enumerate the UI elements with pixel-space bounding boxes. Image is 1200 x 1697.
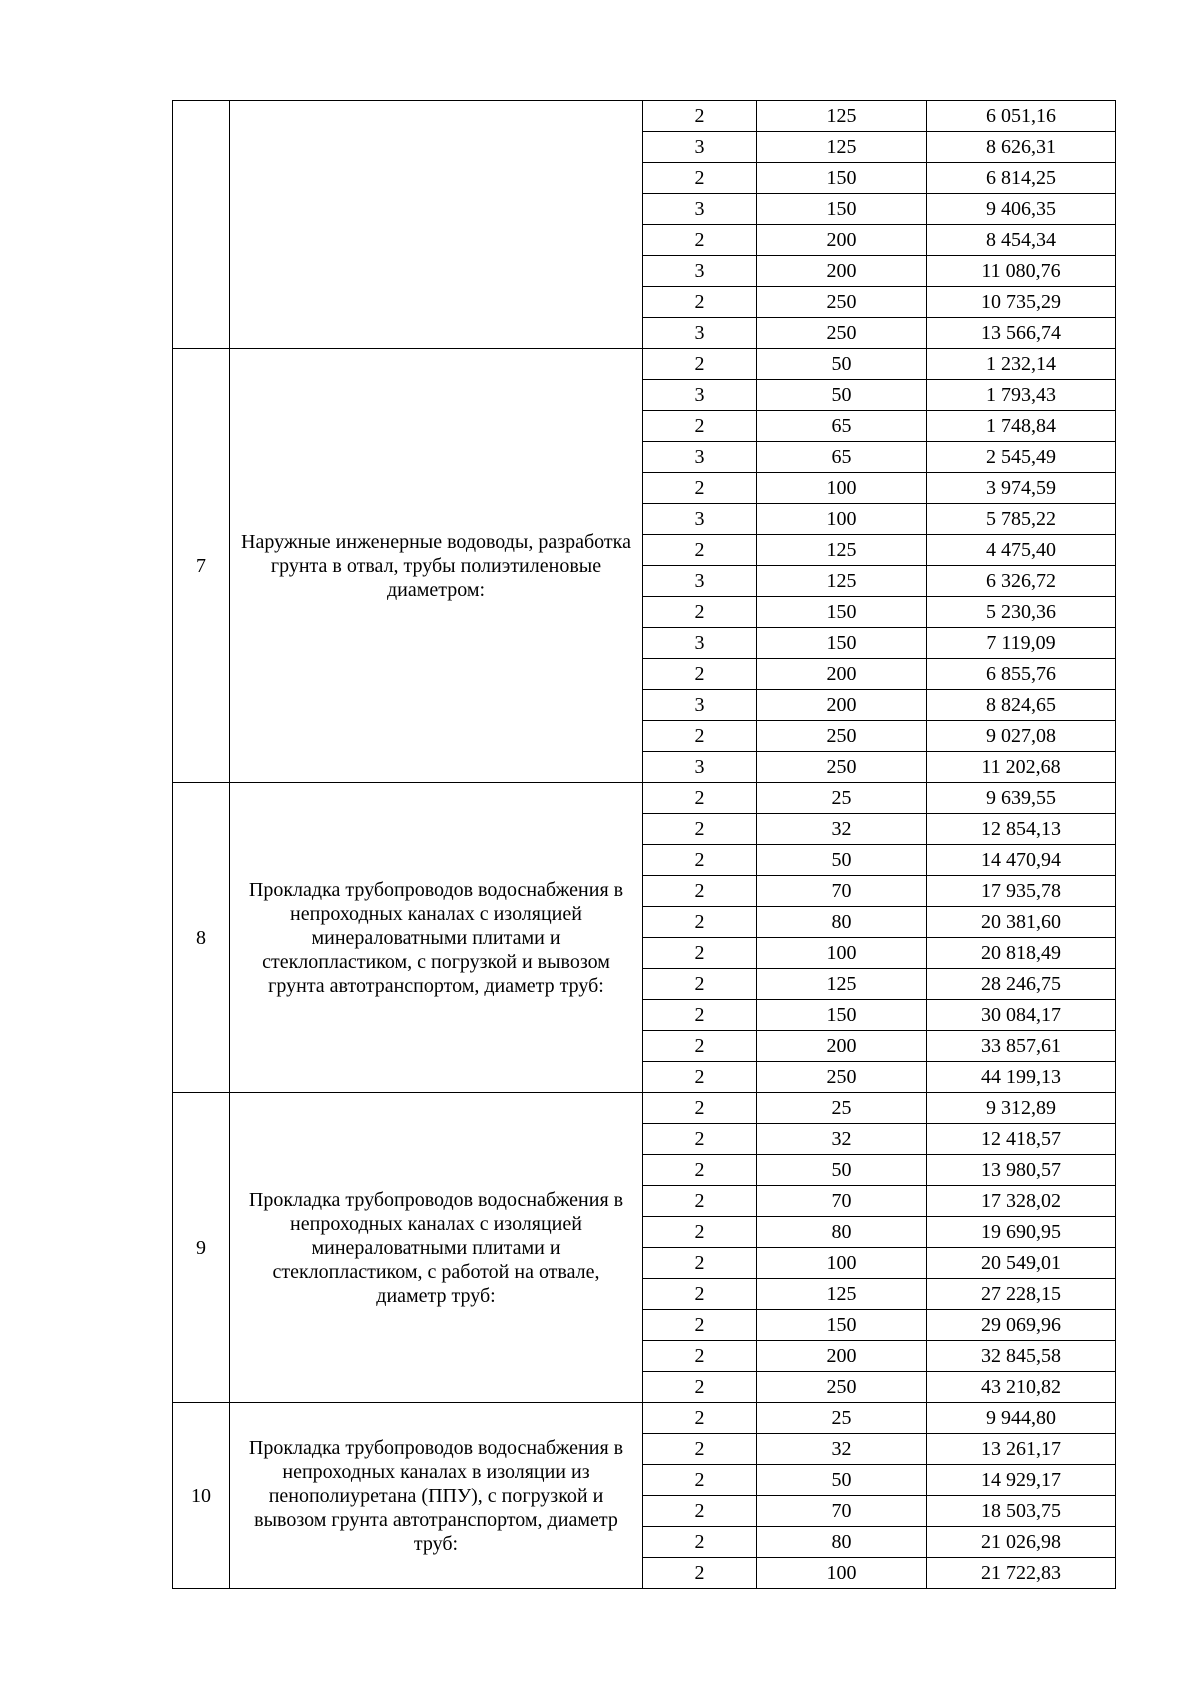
item-number-cell: 7: [173, 349, 230, 783]
depth-cell: 3: [643, 628, 757, 659]
diameter-cell: 150: [757, 628, 927, 659]
price-cell: 1 232,14: [927, 349, 1116, 380]
diameter-cell: 50: [757, 1155, 927, 1186]
depth-cell: 3: [643, 194, 757, 225]
depth-cell: 2: [643, 938, 757, 969]
price-cell: 17 935,78: [927, 876, 1116, 907]
diameter-cell: 80: [757, 907, 927, 938]
price-cell: 43 210,82: [927, 1372, 1116, 1403]
table-row: [173, 783, 1116, 814]
diameter-cell: 32: [757, 814, 927, 845]
diameter-cell: 250: [757, 287, 927, 318]
diameter-cell: 100: [757, 473, 927, 504]
depth-cell: 2: [643, 1372, 757, 1403]
price-cell: 6 814,25: [927, 163, 1116, 194]
price-cell: 1 748,84: [927, 411, 1116, 442]
diameter-cell: 50: [757, 380, 927, 411]
depth-cell: 2: [643, 1248, 757, 1279]
diameter-cell: 200: [757, 1031, 927, 1062]
price-cell: 6 051,16: [927, 101, 1116, 132]
price-cell: 14 929,17: [927, 1465, 1116, 1496]
diameter-cell: 250: [757, 752, 927, 783]
diameter-cell: 125: [757, 969, 927, 1000]
price-cell: 2 545,49: [927, 442, 1116, 473]
diameter-cell: 70: [757, 1496, 927, 1527]
price-cell: 7 119,09: [927, 628, 1116, 659]
diameter-cell: 70: [757, 1186, 927, 1217]
price-cell: 44 199,13: [927, 1062, 1116, 1093]
price-cell: 33 857,61: [927, 1031, 1116, 1062]
item-description-cell: Наружные инженерные водоводы, разработка грунта в отвал, трубы полиэтиленовые диаметром:: [230, 349, 643, 783]
price-table: [172, 100, 1116, 1589]
depth-cell: 2: [643, 876, 757, 907]
diameter-cell: 150: [757, 1000, 927, 1031]
price-cell: 9 639,55: [927, 783, 1116, 814]
item-number-cell: 10: [173, 1403, 230, 1589]
diameter-cell: 150: [757, 1310, 927, 1341]
diameter-cell: 250: [757, 1372, 927, 1403]
price-cell: 10 735,29: [927, 287, 1116, 318]
diameter-cell: 250: [757, 318, 927, 349]
price-cell: 20 818,49: [927, 938, 1116, 969]
item-description-cell: Прокладка трубопроводов водоснабжения в непроходных каналах с изоляцией минераловатными плитами и стеклопластиком, с работой на отвале, диаметр труб:: [230, 1093, 643, 1403]
price-cell: 19 690,95: [927, 1217, 1116, 1248]
depth-cell: 2: [643, 1310, 757, 1341]
depth-cell: 2: [643, 907, 757, 938]
depth-cell: 2: [643, 1124, 757, 1155]
depth-cell: 2: [643, 1217, 757, 1248]
depth-cell: 2: [643, 1496, 757, 1527]
diameter-cell: 200: [757, 1341, 927, 1372]
depth-cell: 2: [643, 969, 757, 1000]
depth-cell: 2: [643, 845, 757, 876]
depth-cell: 3: [643, 380, 757, 411]
price-cell: 6 855,76: [927, 659, 1116, 690]
price-cell: 28 246,75: [927, 969, 1116, 1000]
price-cell: 8 626,31: [927, 132, 1116, 163]
diameter-cell: 150: [757, 163, 927, 194]
depth-cell: 3: [643, 566, 757, 597]
table-row: [173, 1093, 1116, 1124]
diameter-cell: 70: [757, 876, 927, 907]
price-cell: 21 722,83: [927, 1558, 1116, 1589]
table-row: [173, 1403, 1116, 1434]
diameter-cell: 50: [757, 349, 927, 380]
depth-cell: 3: [643, 690, 757, 721]
diameter-cell: 250: [757, 721, 927, 752]
diameter-cell: 65: [757, 442, 927, 473]
price-cell: 9 027,08: [927, 721, 1116, 752]
price-cell: 1 793,43: [927, 380, 1116, 411]
depth-cell: 2: [643, 1341, 757, 1372]
depth-cell: 3: [643, 752, 757, 783]
diameter-cell: 150: [757, 194, 927, 225]
price-cell: 20 549,01: [927, 1248, 1116, 1279]
diameter-cell: 100: [757, 938, 927, 969]
depth-cell: 2: [643, 535, 757, 566]
depth-cell: 2: [643, 783, 757, 814]
diameter-cell: 25: [757, 783, 927, 814]
price-cell: 9 406,35: [927, 194, 1116, 225]
diameter-cell: 250: [757, 1062, 927, 1093]
diameter-cell: 50: [757, 845, 927, 876]
diameter-cell: 200: [757, 256, 927, 287]
diameter-cell: 125: [757, 132, 927, 163]
price-cell: 6 326,72: [927, 566, 1116, 597]
price-cell: 12 854,13: [927, 814, 1116, 845]
price-cell: 29 069,96: [927, 1310, 1116, 1341]
diameter-cell: 25: [757, 1403, 927, 1434]
price-cell: 30 084,17: [927, 1000, 1116, 1031]
diameter-cell: 65: [757, 411, 927, 442]
depth-cell: 2: [643, 1434, 757, 1465]
price-cell: 21 026,98: [927, 1527, 1116, 1558]
depth-cell: 2: [643, 225, 757, 256]
depth-cell: 2: [643, 101, 757, 132]
diameter-cell: 125: [757, 535, 927, 566]
price-cell: 32 845,58: [927, 1341, 1116, 1372]
table-row: [173, 101, 1116, 132]
price-cell: 9 944,80: [927, 1403, 1116, 1434]
depth-cell: 2: [643, 721, 757, 752]
item-number-cell: 8: [173, 783, 230, 1093]
depth-cell: 2: [643, 473, 757, 504]
depth-cell: 3: [643, 256, 757, 287]
price-cell: 3 974,59: [927, 473, 1116, 504]
price-cell: 27 228,15: [927, 1279, 1116, 1310]
price-cell: 13 980,57: [927, 1155, 1116, 1186]
price-cell: 8 454,34: [927, 225, 1116, 256]
diameter-cell: 125: [757, 1279, 927, 1310]
depth-cell: 2: [643, 163, 757, 194]
depth-cell: 3: [643, 318, 757, 349]
diameter-cell: 125: [757, 566, 927, 597]
depth-cell: 2: [643, 1403, 757, 1434]
diameter-cell: 32: [757, 1434, 927, 1465]
depth-cell: 2: [643, 1527, 757, 1558]
price-cell: 8 824,65: [927, 690, 1116, 721]
diameter-cell: 25: [757, 1093, 927, 1124]
depth-cell: 2: [643, 597, 757, 628]
price-cell: 11 080,76: [927, 256, 1116, 287]
price-cell: 9 312,89: [927, 1093, 1116, 1124]
price-cell: 12 418,57: [927, 1124, 1116, 1155]
price-cell: 5 230,36: [927, 597, 1116, 628]
diameter-cell: 100: [757, 504, 927, 535]
price-cell: 11 202,68: [927, 752, 1116, 783]
table-row: [173, 349, 1116, 380]
depth-cell: 2: [643, 659, 757, 690]
item-number-cell: 9: [173, 1093, 230, 1403]
depth-cell: 2: [643, 1093, 757, 1124]
depth-cell: 2: [643, 1000, 757, 1031]
depth-cell: 2: [643, 1279, 757, 1310]
depth-cell: 2: [643, 814, 757, 845]
depth-cell: 2: [643, 1465, 757, 1496]
item-description-cell: Прокладка трубопроводов водоснабжения в непроходных каналах с изоляцией минераловатными плитами и стеклопластиком, с погрузкой и вывозом грунта автотранспортом, диаметр труб:: [230, 783, 643, 1093]
price-cell: 18 503,75: [927, 1496, 1116, 1527]
price-table-body: [173, 101, 1116, 1589]
depth-cell: 3: [643, 132, 757, 163]
diameter-cell: 200: [757, 659, 927, 690]
price-cell: 13 261,17: [927, 1434, 1116, 1465]
depth-cell: 2: [643, 287, 757, 318]
price-cell: 5 785,22: [927, 504, 1116, 535]
diameter-cell: 200: [757, 225, 927, 256]
price-cell: 4 475,40: [927, 535, 1116, 566]
depth-cell: 2: [643, 411, 757, 442]
depth-cell: 2: [643, 349, 757, 380]
price-cell: 20 381,60: [927, 907, 1116, 938]
item-description-cell: Прокладка трубопроводов водоснабжения в непроходных каналах в изоляции из пенополиуретана (ППУ), с погрузкой и вывозом грунта автотранспортом, диаметр труб:: [230, 1403, 643, 1589]
diameter-cell: 32: [757, 1124, 927, 1155]
depth-cell: 2: [643, 1031, 757, 1062]
diameter-cell: 50: [757, 1465, 927, 1496]
price-cell: 13 566,74: [927, 318, 1116, 349]
diameter-cell: 80: [757, 1217, 927, 1248]
depth-cell: 2: [643, 1155, 757, 1186]
item-description-cell: [230, 101, 643, 349]
depth-cell: 2: [643, 1062, 757, 1093]
item-number-cell: [173, 101, 230, 349]
price-cell: 17 328,02: [927, 1186, 1116, 1217]
diameter-cell: 80: [757, 1527, 927, 1558]
depth-cell: 3: [643, 504, 757, 535]
diameter-cell: 200: [757, 690, 927, 721]
diameter-cell: 100: [757, 1248, 927, 1279]
price-cell: 14 470,94: [927, 845, 1116, 876]
diameter-cell: 125: [757, 101, 927, 132]
diameter-cell: 150: [757, 597, 927, 628]
depth-cell: 2: [643, 1558, 757, 1589]
diameter-cell: 100: [757, 1558, 927, 1589]
depth-cell: 2: [643, 1186, 757, 1217]
depth-cell: 3: [643, 442, 757, 473]
